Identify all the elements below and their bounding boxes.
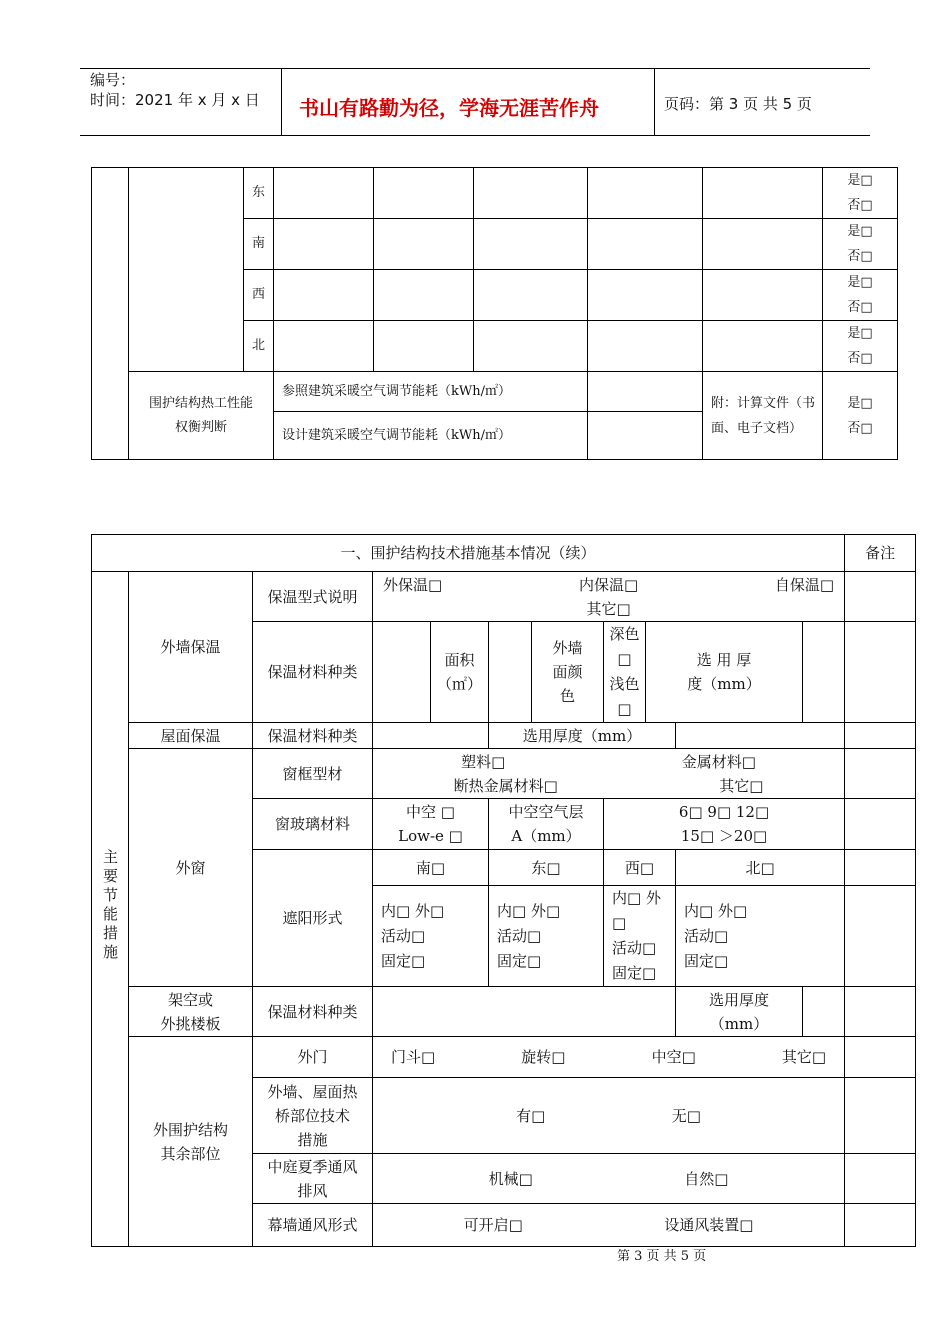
air-layer-label: 中空空气层 A（mm） (489, 799, 604, 850)
shading-north[interactable]: 北□ (676, 850, 845, 886)
shading-west[interactable]: 西□ (604, 850, 676, 886)
metal-option[interactable]: 金属材料□ (681, 752, 756, 771)
ext-door-label: 外门 (253, 1037, 373, 1078)
table1-blank-cell (129, 168, 244, 372)
header-divider-2 (654, 68, 655, 136)
glass-options (373, 799, 489, 850)
other-option[interactable]: 其它□ (719, 776, 764, 795)
yes-no: 是□ 否□ (823, 321, 898, 372)
slab-material-label: 保温材料种类 (253, 987, 373, 1037)
shading-south-options[interactable]: 内□ 外□ 活动□ 固定□ (373, 886, 489, 987)
roof-thickness-label: 选用厚度（mm） (489, 723, 676, 749)
yes-no: 是□ 否□ (823, 168, 898, 219)
thermal-bridge-label: 外墙、屋面热 桥部位技术 措施 (253, 1078, 373, 1154)
frame-options (373, 749, 845, 799)
footer-page-number: 第 3 页 共 5 页 (617, 1249, 707, 1264)
other-parts-label: 外围护结构 其余部位 (129, 1037, 253, 1247)
insulation-type-label: 保温型式说明 (253, 572, 373, 622)
envelope-measures-table (91, 534, 916, 1247)
plastic-option[interactable]: 塑料□ (461, 752, 506, 771)
door-options (373, 1037, 845, 1078)
mechanical-option[interactable]: 机械□ (488, 1169, 533, 1188)
door-vestibule-option[interactable]: 门斗□ (391, 1048, 436, 1066)
natural-option[interactable]: 自然□ (684, 1169, 729, 1188)
direction-north: 北 (244, 321, 274, 372)
shading-west-options[interactable]: 内□ 外□ 活动□ 固定□ (604, 886, 676, 987)
direction-west: 西 (244, 270, 274, 321)
shading-south[interactable]: 南□ (373, 850, 489, 886)
shading-label: 遮阳形式 (253, 850, 373, 987)
wall-insulation-label: 外墙保温 (129, 572, 253, 723)
insulation-type-options (373, 572, 845, 622)
wall-color-label: 外墙 面颜 色 (532, 622, 604, 723)
atrium-label: 中庭夏季通风 排风 (253, 1154, 373, 1204)
atrium-options (373, 1154, 845, 1204)
orientation-table (91, 167, 898, 460)
shading-east-options[interactable]: 内□ 外□ 活动□ 固定□ (489, 886, 604, 987)
slab-thickness-label: 选用厚度 （mm） (676, 987, 803, 1037)
vent-device-option[interactable]: 设通风装置□ (664, 1216, 754, 1234)
other-option[interactable]: 其它□ (586, 599, 631, 618)
roof-material-label: 保温材料种类 (253, 723, 373, 749)
bridge-no-option[interactable]: 无□ (671, 1106, 701, 1125)
header-code: 编号： (90, 71, 136, 89)
yes-no: 是□ 否□ (823, 372, 898, 460)
curtain-wall-options (373, 1204, 845, 1247)
floor-slab-label: 架空或 外挑楼板 (129, 987, 253, 1037)
yes-no: 是□ 否□ (823, 270, 898, 321)
door-hollow-option[interactable]: 中空□ (651, 1048, 696, 1066)
area-label: 面积 （㎡） (431, 622, 489, 723)
bridge-yes-option[interactable]: 有□ (516, 1106, 546, 1125)
color-options[interactable]: 深色 □ 浅色 □ (604, 622, 646, 723)
glass-material-label: 窗玻璃材料 (253, 799, 373, 850)
hollow-option[interactable]: 中空 □ (406, 803, 455, 821)
thermal-metal-option[interactable]: 断热金属材料□ (453, 776, 558, 795)
ext-insulation-option[interactable]: 外保温□ (383, 575, 443, 594)
remark-header: 备注 (845, 535, 916, 572)
header-top-rule (80, 68, 870, 69)
shading-north-options[interactable]: 内□ 外□ 活动□ 固定□ (676, 886, 845, 987)
direction-east: 东 (244, 168, 274, 219)
door-revolving-option[interactable]: 旋转□ (521, 1048, 566, 1066)
table1-blank-col (92, 168, 129, 460)
table2-title: 一、围护结构技术措施基本情况（续） (92, 535, 845, 572)
header-bottom-rule (80, 135, 870, 136)
door-other-option[interactable]: 其它□ (781, 1048, 827, 1066)
thermal-performance-label: 围护结构热工性能 权衡判断 (129, 372, 274, 460)
main-measures-label: 主要节能措施 (92, 572, 129, 1247)
direction-south: 南 (244, 219, 274, 270)
ref-energy-label: 参照建筑采暖空气调节能耗（kWh/㎡） (274, 372, 588, 412)
self-insulation-option[interactable]: 自保温□ (774, 575, 835, 594)
header-divider-1 (281, 68, 282, 136)
shading-east[interactable]: 东□ (489, 850, 604, 886)
curtain-wall-label: 幕墙通风形式 (253, 1204, 373, 1247)
air-layer-options: 6□ 9□ 12□ 15□ ＞20□ (604, 799, 845, 850)
header-page: 页码：第 3 页 共 5 页 (664, 95, 812, 113)
frame-material-label: 窗框型材 (253, 749, 373, 799)
thermal-bridge-options (373, 1078, 845, 1154)
openable-option[interactable]: 可开启□ (463, 1216, 523, 1234)
insulation-material-label: 保温材料种类 (253, 622, 373, 723)
window-label: 外窗 (129, 749, 253, 987)
header-time: 时间：2021 年 x 月 x 日 (90, 91, 260, 109)
yes-no: 是□ 否□ (823, 219, 898, 270)
header-motto: 书山有路勤为径，学海无涯苦作舟 (299, 96, 599, 120)
roof-insulation-label: 屋面保温 (129, 723, 253, 749)
design-energy-label: 设计建筑采暖空气调节能耗（kWh/㎡） (274, 412, 588, 460)
int-insulation-option[interactable]: 内保温□ (578, 575, 639, 594)
lowe-option[interactable]: Low-e □ (398, 827, 463, 845)
thickness-label: 选 用 厚 度（mm） (646, 622, 803, 723)
attachment-note: 附：计算文件（书面、电子文档） (703, 372, 823, 460)
